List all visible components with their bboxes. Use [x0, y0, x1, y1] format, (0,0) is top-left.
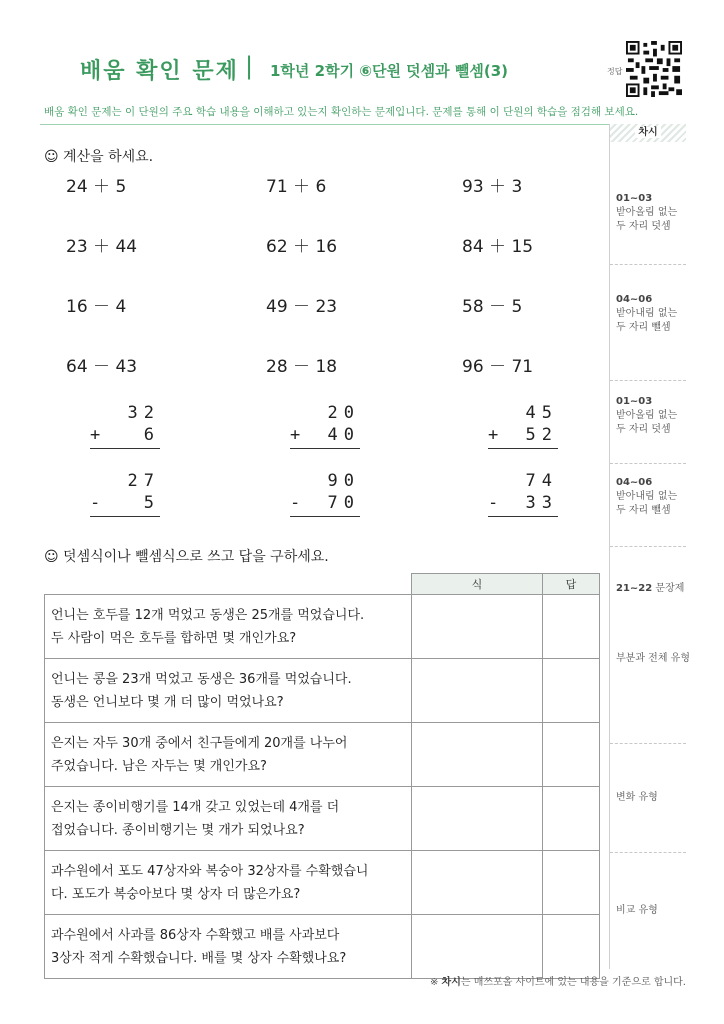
problem-text: 은지는 자두 30개 중에서 친구들에게 20개를 나누어 주었습니다. 남은 자두는 몇 개인가요? — [45, 723, 412, 787]
vertical-calc — [488, 402, 558, 449]
word-problem-table — [44, 573, 600, 979]
expression-cell[interactable] — [412, 659, 543, 723]
expression-cell[interactable] — [412, 787, 543, 851]
sidebar-word-problems: 21~22 문장제 — [616, 583, 685, 594]
sidebar-separator — [610, 546, 686, 547]
qr-code-icon[interactable] — [626, 41, 682, 97]
sidebar-lesson-4: 04~06 받아내림 없는 두 자리 뺄셈 — [616, 477, 678, 516]
answer-cell[interactable] — [543, 851, 600, 915]
vertical-op: + — [90, 425, 101, 445]
vertical-bottom: 70 — [327, 493, 360, 513]
vertical-calc — [90, 402, 160, 449]
answer-cell[interactable] — [543, 723, 600, 787]
page-title: 배움 확인 문제 — [80, 59, 239, 84]
vertical-bottom: 6 — [143, 425, 160, 445]
sidebar-lesson-3: 01~03 받아올림 없는 두 자리 덧셈 — [616, 396, 678, 435]
calc-item: 96 － 71 — [462, 357, 534, 377]
vertical-op: - — [90, 493, 101, 513]
problem-text: 언니는 콩을 23개 먹었고 동생은 36개를 먹었습니다. 동생은 언니보다 몇 개 더 많이 먹었나요? — [45, 659, 412, 723]
problem-text: 과수원에서 사과를 86상자 수확했고 배를 사과보다 3상자 적게 수확했습니다. 배를 몇 상자 수확했나요? — [45, 915, 412, 979]
sidebar-header: 차시 — [610, 124, 686, 142]
table-row — [45, 787, 600, 851]
vertical-op: + — [290, 425, 301, 445]
vertical-op: - — [488, 493, 499, 513]
expression-cell[interactable] — [412, 851, 543, 915]
table-corner — [45, 574, 412, 595]
table-row — [45, 659, 600, 723]
title-separator: | — [245, 52, 254, 80]
vertical-bottom: 5 — [143, 493, 160, 513]
calc-item: 58 － 5 — [462, 297, 523, 317]
table-row — [45, 723, 600, 787]
sidebar-separator — [610, 264, 686, 265]
sidebar-separator — [610, 743, 686, 744]
vertical-calc — [290, 402, 360, 449]
section2-title: ☺ 덧셈식이나 뺄셈식으로 쓰고 답을 구하세요. — [44, 549, 329, 565]
problem-text: 언니는 호두를 12개 먹었고 동생은 25개를 먹었습니다. 두 사람이 먹은 호두를 합하면 몇 개인가요? — [45, 595, 412, 659]
calc-item: 84 ＋ 15 — [462, 237, 534, 257]
calc-item: 23 ＋ 44 — [66, 237, 138, 257]
sidebar-type-change: 변화 유형 — [616, 792, 658, 803]
vertical-top: 20 — [327, 403, 360, 423]
calc-item: 71 ＋ 6 — [266, 177, 327, 197]
qr-label: 정답 — [607, 67, 623, 76]
answer-cell[interactable] — [543, 595, 600, 659]
sidebar-type-compare: 비교 유형 — [616, 905, 658, 916]
page-subtitle: 1학년 2학기 ⑥단원 덧셈과 뺄셈(3) — [270, 62, 509, 80]
col-answer-header: 답 — [543, 574, 600, 595]
header-divider — [40, 124, 686, 125]
vertical-top: 74 — [525, 471, 558, 491]
problem-text: 은지는 종이비행기를 14개 갖고 있었는데 4개를 더 접었습니다. 종이비행기는 몇 개가 되었나요? — [45, 787, 412, 851]
table-row — [45, 915, 600, 979]
vertical-top: 27 — [127, 471, 160, 491]
vertical-bottom: 33 — [525, 493, 558, 513]
sidebar-separator — [610, 852, 686, 853]
sidebar-separator — [610, 380, 686, 381]
vertical-op: - — [290, 493, 301, 513]
section1-title: ☺ 계산을 하세요. — [44, 149, 154, 165]
answer-cell[interactable] — [543, 659, 600, 723]
footer-note: ※ 차시는 매쓰포올 사이트에 있는 내용을 기준으로 합니다. — [429, 977, 686, 988]
vertical-calc — [90, 470, 160, 517]
calc-item: 93 ＋ 3 — [462, 177, 523, 197]
vertical-op: + — [488, 425, 499, 445]
sidebar-type-part-whole: 부분과 전체 유형 — [616, 653, 690, 664]
calc-item: 28 － 18 — [266, 357, 338, 377]
sidebar-lesson-2: 04~06 받아내림 없는 두 자리 뺄셈 — [616, 294, 678, 333]
calc-item: 64 － 43 — [66, 357, 138, 377]
expression-cell[interactable] — [412, 595, 543, 659]
col-expression-header: 식 — [412, 574, 543, 595]
sidebar-separator — [610, 463, 686, 464]
answer-cell[interactable] — [543, 787, 600, 851]
intro-text: 배움 확인 문제는 이 단원의 주요 학습 내용을 이해하고 있는지 확인하는 문제입니다. 문제를 통해 이 단원의 학습을 점검해 보세요. — [44, 106, 639, 118]
problem-text: 과수원에서 포도 47상자와 복숭아 32상자를 수확했습니 다. 포도가 복숭아보다 몇 상자 더 많은가요? — [45, 851, 412, 915]
expression-cell[interactable] — [412, 723, 543, 787]
answer-cell[interactable] — [543, 915, 600, 979]
vertical-top: 45 — [525, 403, 558, 423]
calc-item: 16 － 4 — [66, 297, 127, 317]
calc-item: 62 ＋ 16 — [266, 237, 338, 257]
vertical-top: 90 — [327, 471, 360, 491]
vertical-bottom: 52 — [525, 425, 558, 445]
calc-item: 24 ＋ 5 — [66, 177, 127, 197]
sidebar-lesson-1: 01~03 받아올림 없는 두 자리 덧셈 — [616, 193, 678, 232]
vertical-top: 32 — [127, 403, 160, 423]
expression-cell[interactable] — [412, 915, 543, 979]
calc-item: 49 － 23 — [266, 297, 338, 317]
table-row — [45, 851, 600, 915]
vertical-calc — [290, 470, 360, 517]
vertical-calc — [488, 470, 558, 517]
vertical-bottom: 40 — [327, 425, 360, 445]
table-row — [45, 595, 600, 659]
